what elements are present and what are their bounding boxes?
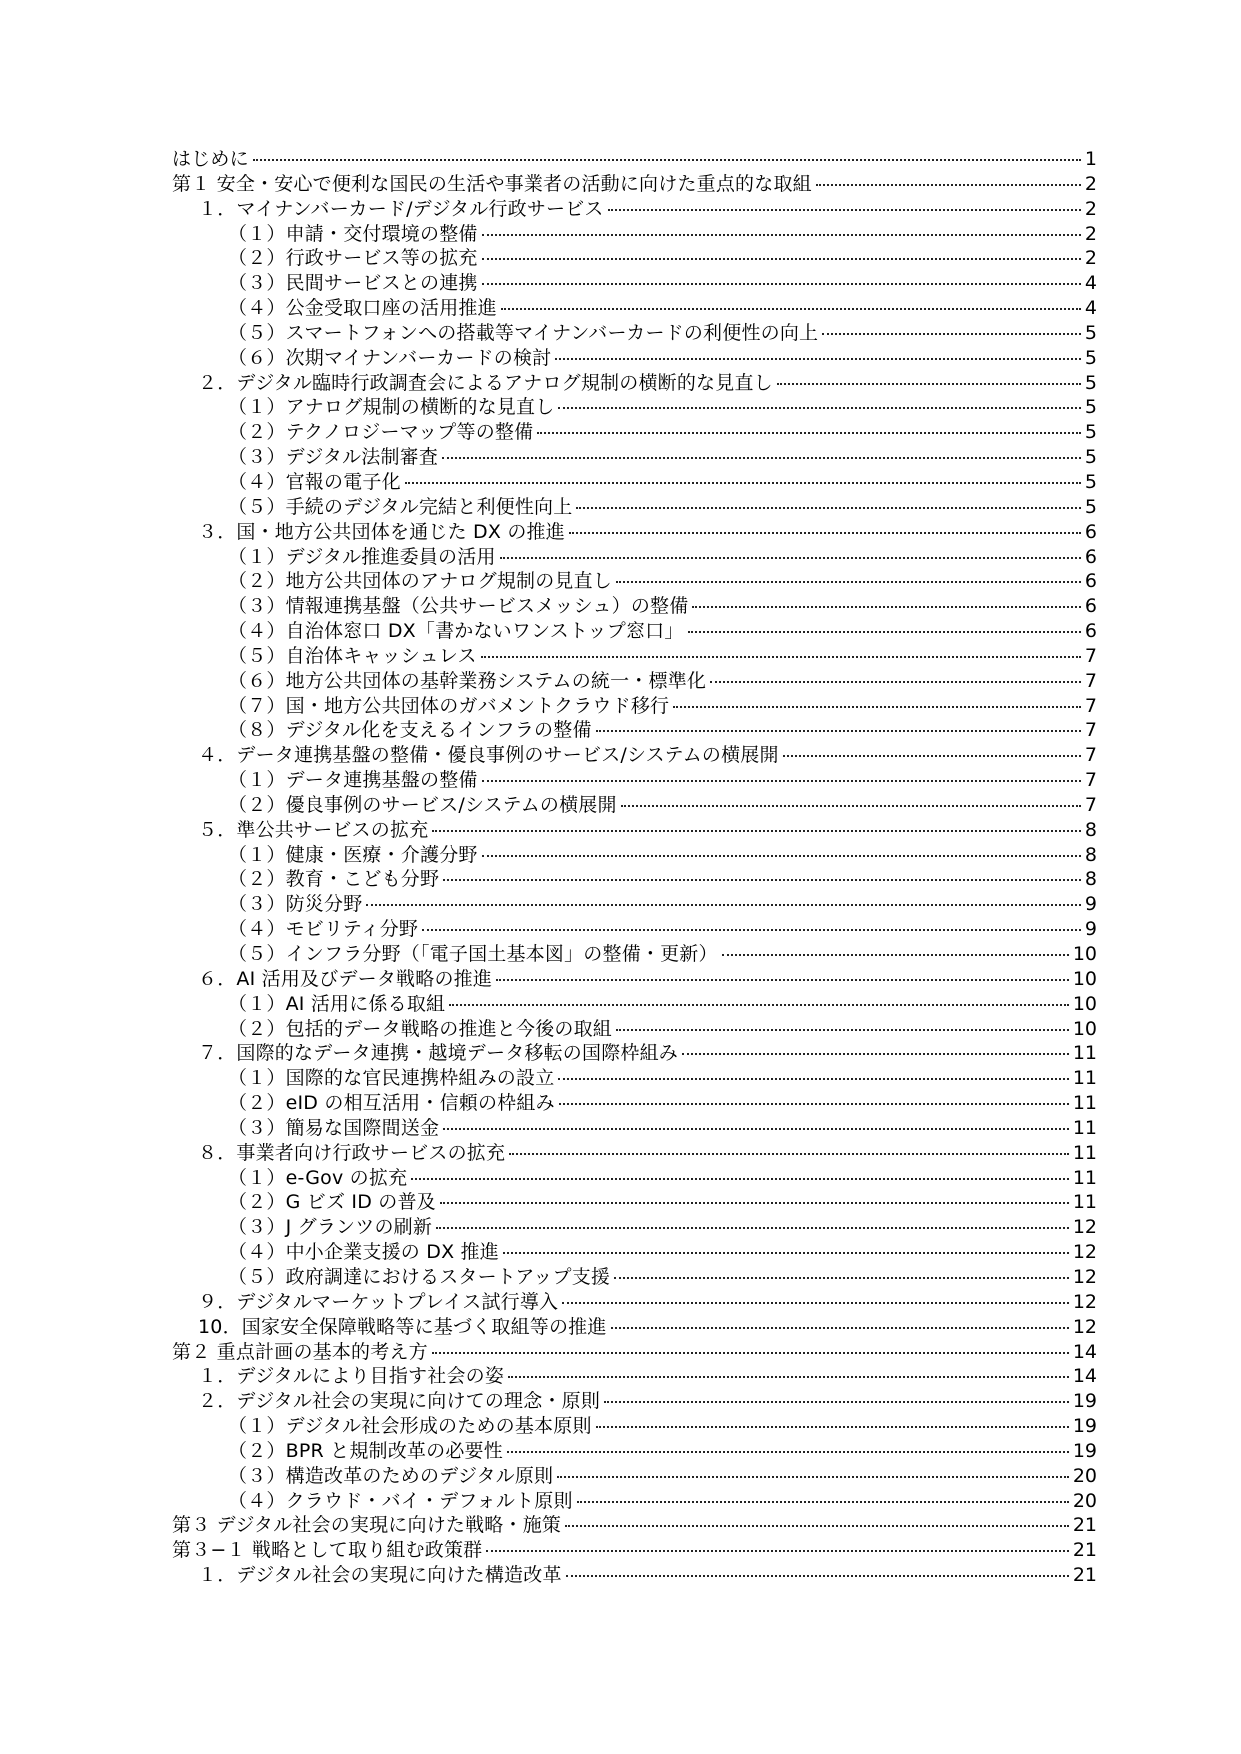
toc-entry-page: 19 [1072,1439,1097,1462]
dot-leader [611,1327,1069,1329]
toc-entry-page: 20 [1072,1489,1097,1512]
toc-entry-title: 第２ 重点計画の基本的考え方 [172,1340,428,1363]
toc-entry-page: 11 [1072,1067,1097,1090]
toc-entry[interactable] [172,445,1097,470]
dot-leader [614,1277,1069,1279]
dot-leader [432,830,1081,832]
dot-leader [777,383,1081,385]
toc-entry-page: 8 [1084,843,1097,866]
toc-entry-page: 4 [1084,297,1097,320]
dot-leader [682,1053,1069,1055]
toc-entry-page: 9 [1084,918,1097,941]
toc-entry-title: 第１ 安全・安心で便利な国民の生活や事業者の活動に向けた重点的な取組 [172,172,812,195]
toc-entry[interactable] [172,1041,1097,1066]
toc-entry[interactable] [172,793,1097,818]
dot-leader [482,780,1081,782]
toc-entry-title: （２）テクノロジーマップ等の整備 [228,421,534,444]
dot-leader [500,557,1081,559]
table-of-contents [172,147,1097,1588]
toc-entry-title: ４．データ連携基盤の整備・優良事例のサービス/システムの横展開 [198,744,779,767]
toc-entry-page: 14 [1072,1340,1097,1363]
dot-leader [569,532,1081,534]
toc-entry-title: （２）G ビズ ID の普及 [228,1191,436,1214]
toc-entry[interactable] [172,172,1097,197]
toc-entry[interactable] [172,346,1097,371]
toc-entry[interactable] [172,967,1097,992]
toc-entry[interactable] [172,1513,1097,1538]
toc-entry-page: 5 [1084,470,1097,493]
toc-entry[interactable] [172,1389,1097,1414]
toc-entry-title: （１）データ連携基盤の整備 [228,769,478,792]
dot-leader [576,507,1080,509]
dot-leader [443,1128,1069,1130]
toc-entry[interactable] [172,1141,1097,1166]
toc-entry-page: 21 [1072,1564,1097,1587]
dot-leader [616,581,1081,583]
toc-entry-page: 5 [1084,346,1097,369]
dot-leader [481,656,1081,658]
dot-leader [555,358,1081,360]
toc-entry-page: 7 [1084,669,1097,692]
toc-entry[interactable] [172,1439,1097,1464]
toc-entry-title: （３）情報連携基盤（公共サービスメッシュ）の整備 [228,595,689,618]
toc-entry-page: 11 [1072,1092,1097,1115]
toc-entry[interactable] [172,594,1097,619]
toc-entry[interactable] [172,1563,1097,1588]
toc-entry[interactable] [172,222,1097,247]
toc-entry-page: 19 [1072,1415,1097,1438]
toc-entry[interactable] [172,395,1097,420]
toc-entry-title: （４）公金受取口座の活用推進 [228,297,497,320]
toc-entry-title: はじめに [172,148,249,170]
dot-leader [616,1029,1069,1031]
toc-entry-title: 第３ デジタル社会の実現に向けた戦略・施策 [172,1514,562,1537]
toc-entry[interactable] [172,321,1097,346]
toc-entry-page: 6 [1084,545,1097,568]
toc-entry-page: 7 [1084,793,1097,816]
toc-entry-title: （４）モビリティ分野 [228,918,419,941]
toc-entry-title: （３）J グランツの刷新 [228,1216,433,1239]
toc-entry[interactable] [172,420,1097,445]
toc-entry-title: （５）インフラ分野（「電子国土基本図」の整備・更新） [228,943,718,965]
toc-entry-title: １．マイナンバーカード/デジタル行政サービス [198,197,604,220]
toc-entry-page: 5 [1084,396,1097,419]
toc-entry[interactable] [172,867,1097,892]
toc-entry-title: ３．国・地方公共団体を通じた DX の推進 [198,520,565,543]
toc-entry-title: １．デジタルにより目指す社会の姿 [198,1365,505,1388]
dot-leader [559,1103,1069,1105]
toc-entry-title: （５）政府調達におけるスタートアップ支援 [228,1265,611,1288]
toc-entry[interactable] [172,892,1097,917]
toc-entry[interactable] [172,1340,1097,1365]
toc-entry-title: （６）次期マイナンバーカードの検討 [228,346,552,369]
dot-leader [436,1227,1069,1229]
toc-entry-title: （３）構造改革のためのデジタル原則 [228,1464,554,1487]
dot-leader [509,1153,1069,1155]
toc-entry-title: ２．デジタル臨時行政調査会によるアナログ規制の横断的な見直し [198,371,773,394]
dot-leader [366,904,1081,906]
toc-entry-page: 12 [1072,1315,1097,1338]
toc-entry-title: （４）中小企業支援の DX 推進 [228,1241,499,1264]
toc-entry[interactable] [172,942,1097,967]
toc-entry-page: 5 [1084,421,1097,444]
toc-entry-title: （８）デジタル化を支えるインフラの整備 [228,719,592,742]
toc-entry-page: 6 [1084,570,1097,593]
toc-entry-title: （７）国・地方公共団体のガバメントクラウド移行 [228,694,670,717]
toc-entry-page: 4 [1084,272,1097,295]
toc-entry[interactable] [172,1166,1097,1191]
toc-entry[interactable] [172,246,1097,271]
toc-entry[interactable] [172,818,1097,843]
dot-leader [508,1376,1069,1378]
toc-entry[interactable] [172,569,1097,594]
dot-leader [440,1202,1069,1204]
toc-entry-title: （１）国際的な官民連携枠組みの設立 [228,1067,555,1090]
toc-entry-title: （５）手続のデジタル完結と利便性向上 [228,495,573,518]
toc-entry-title: （３）防災分野 [228,893,363,916]
toc-entry-page: 9 [1084,893,1097,916]
toc-entry[interactable] [172,1290,1097,1315]
toc-entry[interactable] [172,992,1097,1017]
toc-entry-title: （２）地方公共団体のアナログ規制の見直し [228,570,613,593]
dot-leader [558,407,1081,409]
toc-entry[interactable] [172,1116,1097,1141]
toc-entry-title: ２．デジタル社会の実現に向けての理念・原則 [198,1390,601,1413]
dot-leader [608,209,1081,211]
toc-entry[interactable] [172,1190,1097,1215]
toc-entry[interactable] [172,197,1097,222]
dot-leader [253,159,1081,161]
toc-entry-page: 10 [1072,967,1097,990]
dot-leader [710,681,1081,683]
toc-entry-title: ９．デジタルマーケットプレイス試行導入 [198,1290,559,1313]
dot-leader [482,234,1081,236]
toc-entry-title: （４）自治体窓口 DX「書かないワンストップ窓口」 [228,620,684,643]
toc-entry[interactable] [172,1538,1097,1563]
toc-entry[interactable] [172,1240,1097,1265]
toc-entry[interactable] [172,1315,1097,1340]
toc-entry[interactable] [172,296,1097,321]
dot-leader [558,1078,1068,1080]
toc-entry[interactable] [172,694,1097,719]
toc-entry-title: （５）スマートフォンへの搭載等マイナンバーカードの利便性の向上 [228,321,819,344]
toc-entry-title: （１）e-Gov の拡充 [228,1166,408,1189]
toc-entry[interactable] [172,1091,1097,1116]
dot-leader [449,1004,1069,1006]
dot-leader [565,1525,1069,1527]
toc-entry-page: 21 [1072,1539,1097,1562]
toc-entry-page: 11 [1072,1191,1097,1214]
dot-leader [537,432,1081,434]
dot-leader [507,1451,1069,1453]
toc-entry[interactable] [172,619,1097,644]
toc-entry[interactable] [172,470,1097,495]
toc-entry-title: （４）クラウド・バイ・デフォルト原則 [228,1489,573,1512]
toc-entry-page: 7 [1084,744,1097,767]
toc-entry-title: ８．事業者向け行政サービスの拡充 [198,1141,506,1164]
toc-entry-title: １．デジタル社会の実現に向けた構造改革 [198,1564,562,1587]
toc-entry-title: ５．準公共サービスの拡充 [198,818,429,841]
toc-entry[interactable] [172,1464,1097,1489]
toc-entry-title: （２）包括的データ戦略の推進と今後の取組 [228,1017,613,1040]
dot-leader [482,855,1081,857]
toc-entry-title: （１）健康・医療・介護分野 [228,843,478,866]
toc-entry-page: 8 [1084,818,1097,841]
toc-entry-title: 第３−１ 戦略として取り組む政策群 [172,1539,483,1562]
dot-leader [688,631,1081,633]
toc-entry-title: （２）eID の相互活用・信頼の枠組み [228,1092,555,1115]
toc-entry[interactable] [172,1489,1097,1514]
toc-entry[interactable] [172,1364,1097,1389]
toc-entry-page: 5 [1084,321,1097,344]
toc-entry-page: 5 [1084,495,1097,518]
dot-leader [783,755,1081,757]
toc-entry-title: （１）AI 活用に係る取組 [228,992,446,1015]
dot-leader [486,1550,1068,1552]
toc-entry[interactable] [172,1017,1097,1042]
toc-entry-page: 2 [1084,172,1097,195]
toc-entry-title: 10．国家安全保障戦略等に基づく取組等の推進 [198,1315,607,1338]
toc-entry[interactable] [172,271,1097,296]
toc-entry-page: 1 [1084,148,1097,170]
toc-entry-page: 11 [1072,1116,1097,1139]
toc-entry-page: 2 [1084,247,1097,270]
dot-leader [501,308,1081,310]
toc-entry[interactable] [172,743,1097,768]
dot-leader [816,184,1081,186]
toc-entry-page: 10 [1072,1017,1097,1040]
toc-entry-title: （３）民間サービスとの連携 [228,272,478,295]
toc-entry-page: 12 [1072,1265,1097,1288]
toc-entry[interactable] [172,843,1097,868]
toc-entry[interactable] [172,1265,1097,1290]
dot-leader [482,258,1081,260]
toc-entry-page: 7 [1084,644,1097,667]
toc-entry-title: （５）自治体キャッシュレス [228,644,477,667]
dot-leader [442,457,1081,459]
dot-leader [822,333,1081,335]
dot-leader [411,1178,1069,1180]
toc-entry-page: 20 [1072,1464,1097,1487]
toc-entry-page: 11 [1072,1042,1097,1065]
toc-entry[interactable] [172,520,1097,545]
toc-entry-page: 5 [1084,371,1097,394]
toc-entry-page: 6 [1084,620,1097,643]
dot-leader [566,1575,1069,1577]
dot-leader [621,805,1081,807]
toc-entry-page: 10 [1072,992,1097,1015]
dot-leader [422,929,1081,931]
toc-entry-page: 7 [1084,769,1097,792]
toc-entry-title: （３）簡易な国際間送金 [228,1116,440,1139]
dot-leader [443,879,1081,881]
toc-entry-page: 6 [1084,520,1097,543]
toc-entry-title: （１）申請・交付環境の整備 [228,222,478,245]
dot-leader [692,606,1080,608]
toc-entry-title: （１）アナログ規制の横断的な見直し [228,396,555,419]
toc-entry[interactable] [172,917,1097,942]
dot-leader [482,283,1081,285]
toc-entry-title: （２）教育・こども分野 [228,868,440,891]
toc-entry-page: 11 [1072,1141,1097,1164]
dot-leader [673,706,1081,708]
toc-entry-page: 12 [1072,1216,1097,1239]
toc-entry-page: 11 [1072,1166,1097,1189]
toc-entry[interactable] [172,644,1097,669]
toc-entry-page: 6 [1084,595,1097,618]
toc-entry-page: 19 [1072,1390,1097,1413]
toc-entry[interactable] [172,669,1097,694]
toc-entry[interactable] [172,1215,1097,1240]
toc-entry-page: 10 [1072,943,1097,965]
toc-entry-page: 5 [1084,446,1097,469]
toc-entry[interactable] [172,495,1097,520]
dot-leader [604,1401,1069,1403]
toc-entry-page: 12 [1072,1241,1097,1264]
toc-entry-title: （３）デジタル法制審査 [228,446,439,469]
toc-entry-title: （１）デジタル社会形成のための基本原則 [228,1415,592,1438]
dot-leader [562,1302,1069,1304]
toc-entry-page: 7 [1084,719,1097,742]
toc-entry-page: 7 [1084,694,1097,717]
toc-entry-title: （６）地方公共団体の基幹業務システムの統一・標準化 [228,669,707,692]
dot-leader [432,1352,1069,1354]
toc-entry[interactable] [172,1066,1097,1091]
toc-entry-title: ７．国際的なデータ連携・越境データ移転の国際枠組み [198,1042,679,1065]
toc-entry-title: （４）官報の電子化 [228,470,401,493]
toc-entry[interactable] [172,545,1097,570]
dot-leader [496,979,1069,981]
dot-leader [577,1501,1069,1503]
toc-entry-page: 8 [1084,868,1097,891]
toc-entry[interactable] [172,718,1097,743]
toc-entry-title: ６．AI 活用及びデータ戦略の推進 [198,967,493,990]
dot-leader [722,954,1069,956]
dot-leader [596,1426,1069,1428]
toc-entry[interactable] [172,768,1097,793]
toc-entry-page: 14 [1072,1365,1097,1388]
dot-leader [596,730,1081,732]
dot-leader [405,482,1081,484]
toc-entry-title: （２）BPR と規制改革の必要性 [228,1439,503,1462]
toc-entry-page: 2 [1084,222,1097,245]
toc-entry-title: （２）行政サービス等の拡充 [228,247,478,270]
dot-leader [503,1252,1069,1254]
toc-entry-title: （２）優良事例のサービス/システムの横展開 [228,793,617,816]
toc-entry[interactable] [172,1414,1097,1439]
toc-entry-page: 21 [1072,1514,1097,1537]
toc-entry[interactable] [172,371,1097,396]
toc-entry-page: 12 [1072,1290,1097,1313]
toc-entry-title: （１）デジタル推進委員の活用 [228,545,496,568]
toc-entry[interactable] [172,147,1097,172]
toc-entry-page: 2 [1084,197,1097,220]
dot-leader [557,1476,1069,1478]
